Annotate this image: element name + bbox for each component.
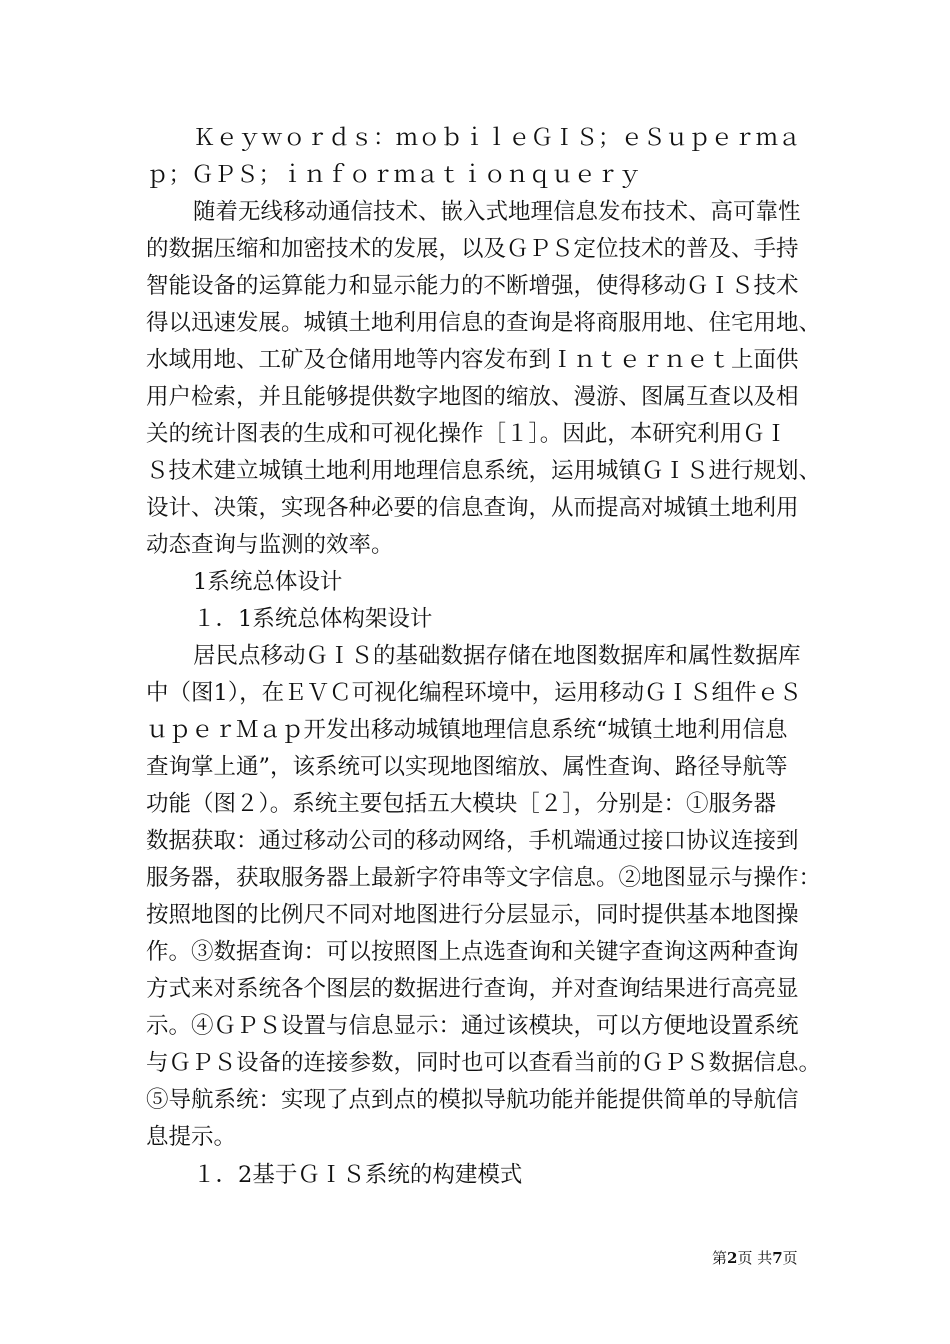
keywords-line-2: ｐ；ＧＰＳ；ｉｎｆｏｒｍａｔｉｏｎｑｕｅｒｙ [146, 162, 642, 188]
paragraph-line: 方式来对系统各个图层的数据进行查询，并对查询结果进行高亮显 [146, 976, 799, 1002]
subsection-heading: １．1系统总体构架设计 [193, 606, 433, 632]
paragraph-line: 作。③数据查询：可以按照图上点选查询和关键字查询这两种查询 [146, 939, 799, 965]
paragraph-line: 数据获取：通过移动公司的移动网络，手机端通过接口协议连接到 [146, 828, 799, 854]
paragraph-line: Ｓ技术建立城镇土地利用地理信息系统，运用城镇ＧＩＳ进行规划、 [146, 458, 822, 484]
footer-prefix: 第 [712, 1249, 728, 1267]
paragraph-line: 服务器，获取服务器上最新字符串等文字信息。②地图显示与操作： [146, 865, 822, 891]
paragraph-line: 居民点移动ＧＩＳ的基础数据存储在地图数据库和属性数据库 [193, 643, 801, 669]
paragraph-line: 用户检索，并且能够提供数字地图的缩放、漫游、图属互查以及相 [146, 384, 799, 410]
paragraph-line: ⑤导航系统：实现了点到点的模拟导航功能并能提供简单的导航信 [146, 1087, 799, 1113]
section-heading: 1系统总体设计 [193, 569, 343, 595]
paragraph-line: 查询掌上通”，该系统可以实现地图缩放、属性查询、路径导航等 [146, 754, 788, 780]
footer-total-pages: 7 [772, 1249, 783, 1267]
paragraph-line: 息提示。 [146, 1124, 237, 1150]
paragraph-line: 示。④ＧＰＳ设置与信息显示：通过该模块，可以方便地设置系统 [146, 1013, 799, 1039]
paragraph-line: 的数据压缩和加密技术的发展，以及ＧＰＳ定位技术的普及、手持 [146, 236, 799, 262]
paragraph-line: 设计、决策，实现各种必要的信息查询，从而提高对城镇土地利用 [146, 495, 799, 521]
paragraph-line: 智能设备的运算能力和显示能力的不断增强，使得移动ＧＩＳ技术 [146, 273, 799, 299]
paragraph-line: 水域用地、工矿及仓储用地等内容发布到Ｉｎｔｅｒｎｅｔ上面供 [146, 347, 799, 373]
paragraph-line: 与ＧＰＳ设备的连接参数，同时也可以查看当前的ＧＰＳ数据信息。 [146, 1050, 822, 1076]
paragraph-line: 功能（图２）。系统主要包括五大模块［２］，分别是：①服务器 [146, 791, 777, 817]
paragraph-line: 中（图1），在ＥＶＣ可视化编程环境中，运用移动ＧＩＳ组件ｅＳ [146, 680, 802, 706]
keywords-line-1: Ｋｅｙｗｏｒｄｓ：ｍｏｂｉｌｅＧＩＳ；ｅＳｕｐｅｒｍａ [193, 125, 801, 151]
paragraph-line: 关的统计图表的生成和可视化操作［１］。因此，本研究利用ＧＩ [146, 421, 788, 447]
paragraph-line: 随着无线移动通信技术、嵌入式地理信息发布技术、高可靠性 [193, 199, 801, 225]
footer-middle: 页 共 [737, 1249, 773, 1267]
paragraph-line: 得以迅速发展。城镇土地利用信息的查询是将商服用地、住宅用地、 [146, 310, 822, 336]
subsection-heading: １．2基于ＧＩＳ系统的构建模式 [193, 1162, 523, 1188]
paragraph-line: ｕｐｅｒＭａｐ开发出移动城镇地理信息系统“城镇土地利用信息 [146, 717, 788, 743]
footer-current-page: 2 [727, 1249, 738, 1267]
paragraph-line: 按照地图的比例尺不同对地图进行分层显示，同时提供基本地图操 [146, 902, 799, 928]
paragraph-line: 动态查询与监测的效率。 [146, 532, 394, 558]
page-number-footer [712, 1248, 798, 1268]
footer-suffix: 页 [782, 1249, 798, 1267]
